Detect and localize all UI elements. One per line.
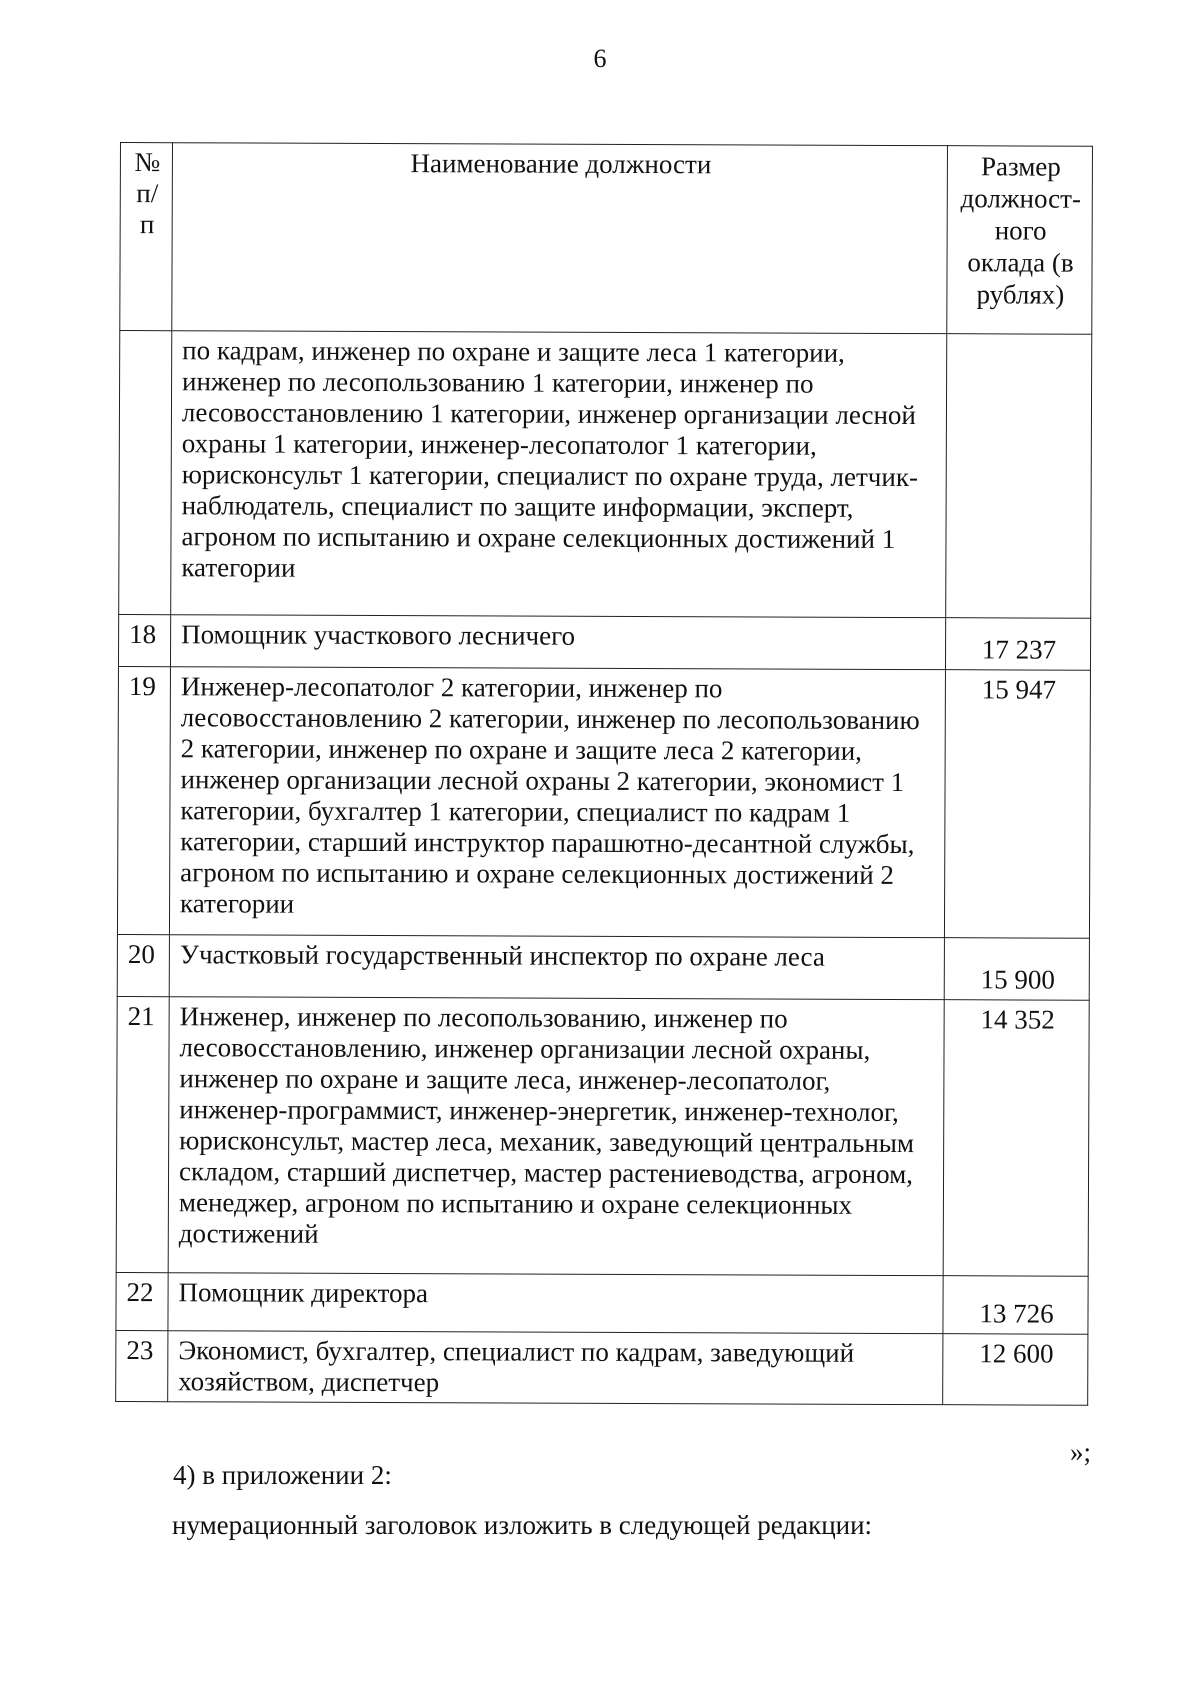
row-number: 19 xyxy=(117,666,170,934)
row-salary: 15 947 xyxy=(944,670,1090,939)
header-number: № п/п xyxy=(120,143,173,331)
row-position-name: Помощник участкового лесничего xyxy=(170,615,945,670)
row-position-name: Помощник директора xyxy=(168,1273,943,1334)
header-salary: Размер должност-ного оклада (в рублях) xyxy=(947,146,1093,335)
staff-salary-table-wrapper xyxy=(115,142,1092,1406)
row-position-name: Участковый государственный инспектор по охране леса xyxy=(169,935,944,1000)
table-row xyxy=(116,996,1089,1276)
table-row xyxy=(117,934,1089,1000)
row-position-name: по кадрам, инженер по охране и защите леса 1 категории, инженер по лесопользованию 1 категории, инженер по лесовосстановлению 1 категории, инженер организации лесной охраны 1 категории, инженер-лесопатолог 1 категории, юрисконсульт 1 категории, специалист по охране труда, летчик-наблюдатель, специалист по защите информации, эксперт, агроном по испытанию и охране селекционных достижений 1 категории xyxy=(171,331,947,618)
row-salary: 14 352 xyxy=(943,1000,1089,1277)
row-number: 18 xyxy=(118,614,170,666)
row-salary: 13 726 xyxy=(943,1276,1088,1335)
table-row xyxy=(116,1272,1088,1334)
table-row-continuation xyxy=(119,331,1092,619)
table-row xyxy=(117,666,1090,938)
row-position-name: Инженер, инженер по лесопользованию, инженер по лесовосстановлению, инженер организации лесной охраны, инженер по охране и защите леса, инженер-лесопатолог, инженер-программист, инженер-энергетик, инженер-технолог, юрисконсульт, мастер леса, механик, заведующий центральным складом, старший диспетчер, мастер растениеводства, агроном, менеджер, агроном по испытанию и охране селекционных достижений xyxy=(168,997,944,1276)
row-salary: 17 237 xyxy=(945,618,1090,671)
item-4-paragraph: 4) в приложении 2: xyxy=(173,1460,392,1490)
table-row xyxy=(116,1330,1088,1405)
table-row xyxy=(118,614,1090,670)
staff-salary-table xyxy=(115,142,1093,1406)
row-number xyxy=(119,331,172,615)
instruction-paragraph: нумерационный заголовок изложить в следующей редакции: xyxy=(172,1510,873,1540)
table-header-row xyxy=(120,143,1093,335)
row-number: 22 xyxy=(116,1272,168,1330)
header-position-name: Наименование должности xyxy=(172,143,948,334)
row-number: 20 xyxy=(117,934,169,996)
page-number: 6 xyxy=(593,44,607,73)
closing-quote-mark: »; xyxy=(1070,1437,1092,1467)
row-position-name: Инженер-лесопатолог 2 категории, инженер по лесовосстановлению 2 категории, инженер по лесопользованию 2 категории, инженер по охране и защите леса 2 категории, инженер организации лесной охраны 2 категории, экономист 1 категории, бухгалтер 1 категории, специалист по кадрам 1 категории, старший инструктор парашютно-десантной службы, агроном по испытанию и охране селекционных достижений 2 категории xyxy=(169,667,945,938)
row-position-name: Экономист, бухгалтер, специалист по кадрам, заведующий хозяйством, диспетчер xyxy=(168,1331,943,1405)
row-number: 23 xyxy=(116,1330,168,1401)
row-salary xyxy=(946,334,1092,619)
row-salary: 12 600 xyxy=(943,1334,1088,1406)
row-salary: 15 900 xyxy=(944,938,1089,1001)
row-number: 21 xyxy=(116,996,169,1272)
